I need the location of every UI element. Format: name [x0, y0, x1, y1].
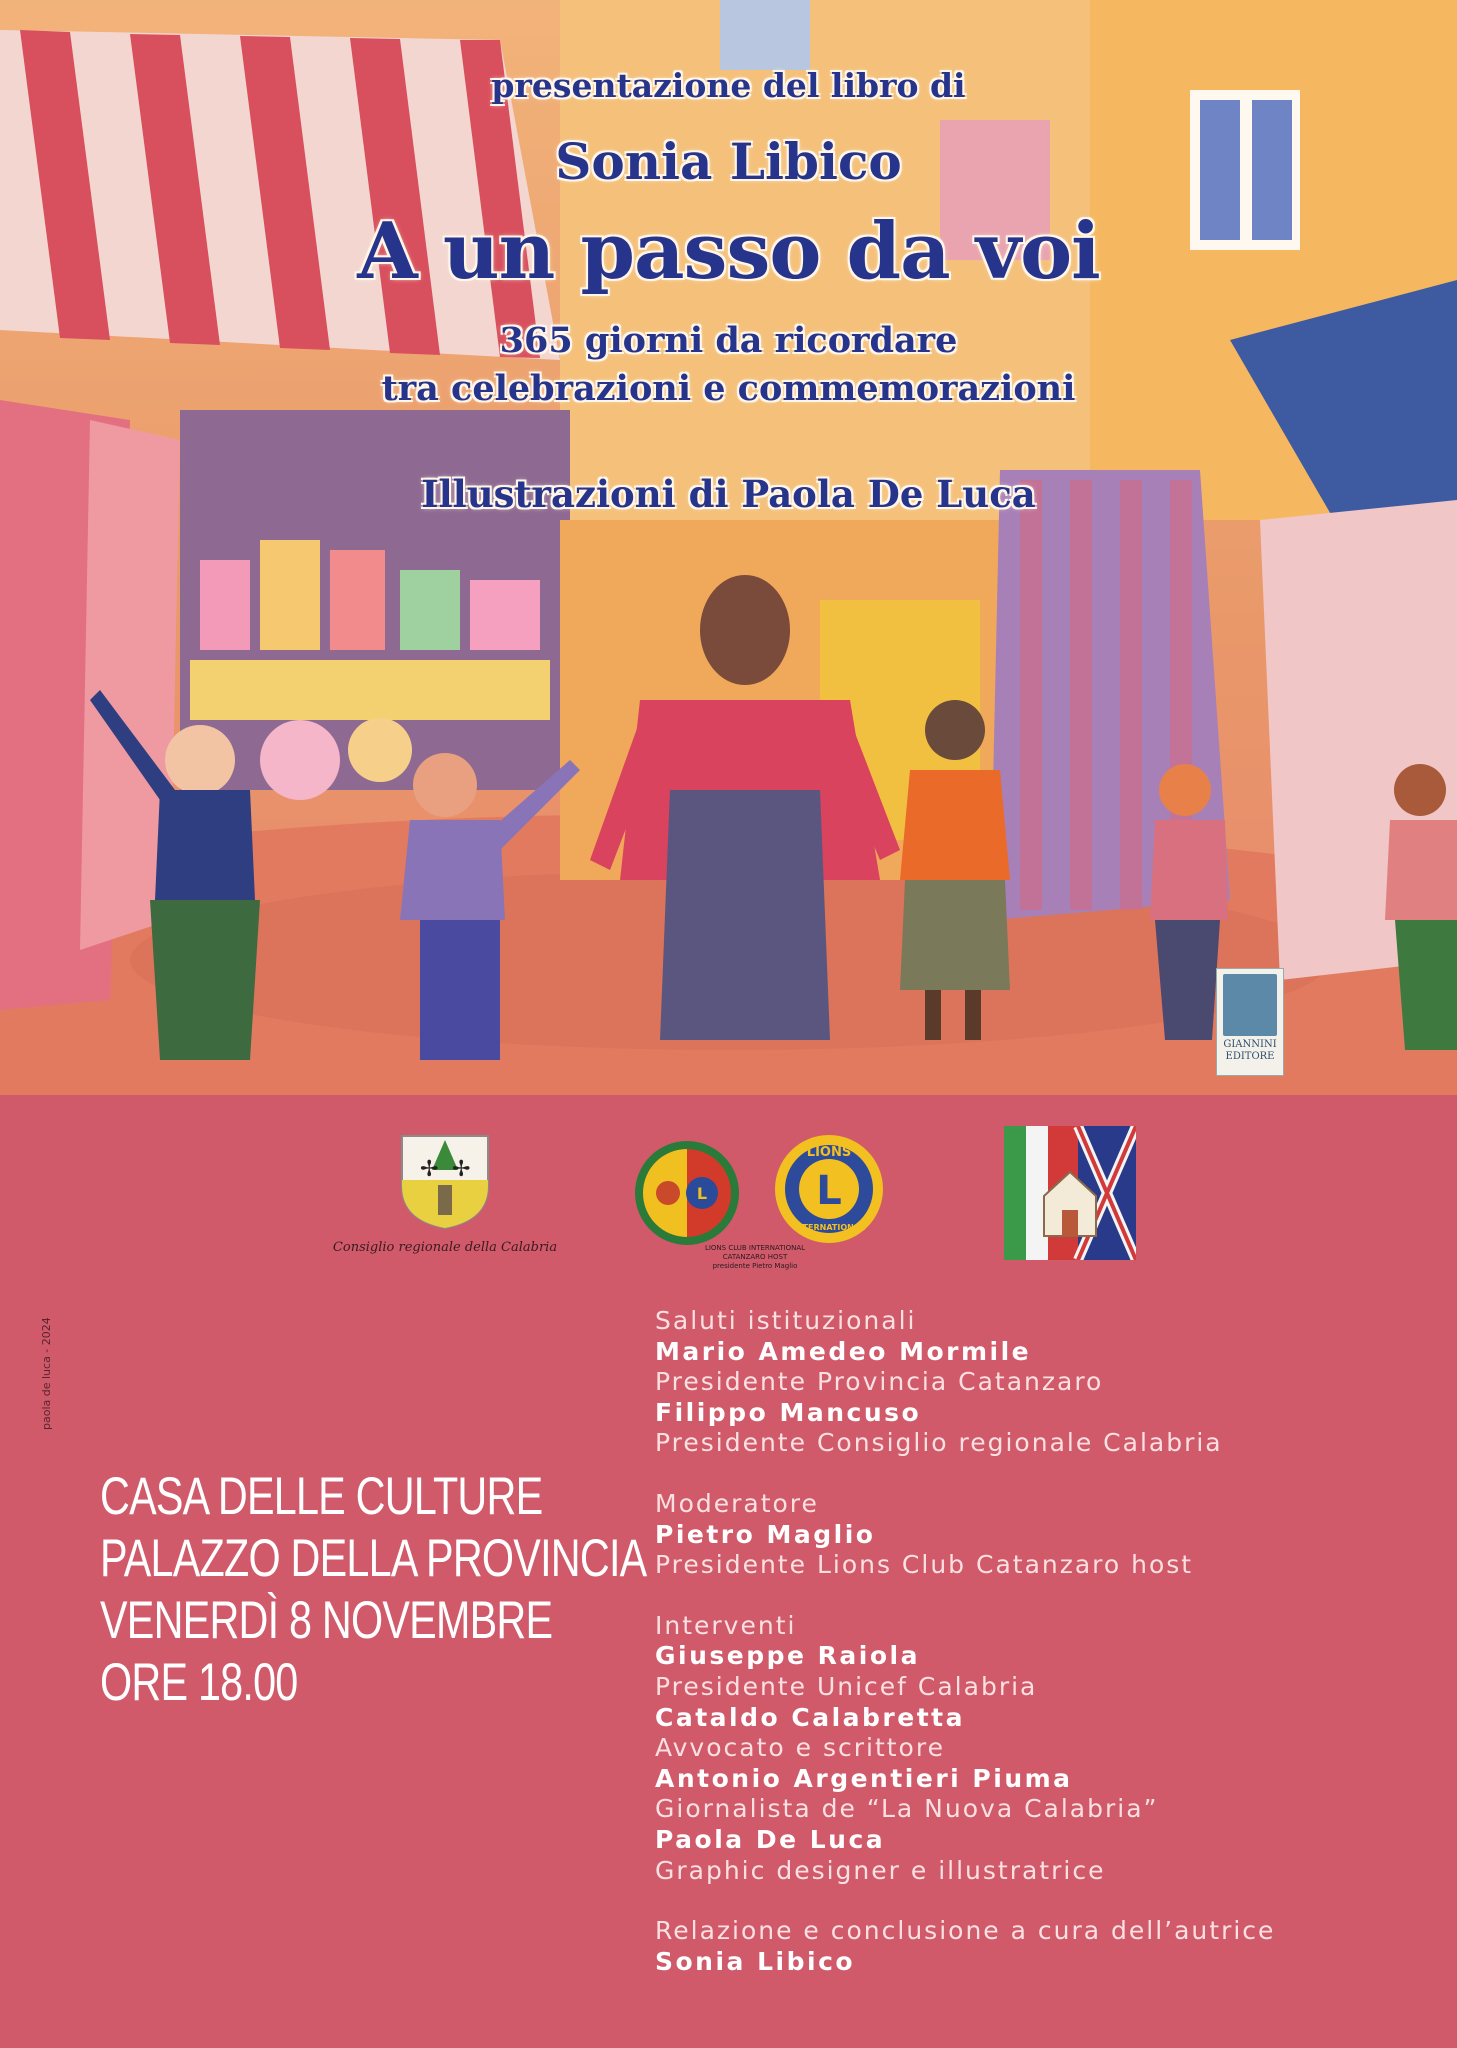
conclusione-label: Relazione e conclusione a cura dell’autrice [655, 1916, 1276, 1946]
lions-caption-line2: CATANZARO HOST [722, 1253, 788, 1261]
lions-caption [690, 1244, 820, 1271]
speaker-role: Presidente Unicef Calabria [655, 1671, 1038, 1701]
speaker-role: Giornalista de “La Nuova Calabria” [655, 1794, 1159, 1824]
author-name: Sonia Libico [555, 132, 902, 191]
publisher-name-line2: EDITORE [1225, 1051, 1275, 1062]
book-title: A un passo da voi [357, 206, 1100, 297]
speaker-name: Mario Amedeo Mormile [655, 1336, 1032, 1366]
speaker-role: Avvocato e scrittore [655, 1733, 945, 1763]
presentation-intro: presentazione del libro di [491, 66, 966, 105]
saluti-label: Saluti istituzionali [655, 1306, 917, 1335]
interventi-label: Interventi [655, 1610, 797, 1640]
speaker-name: Antonio Argentieri Piuma [655, 1763, 1073, 1793]
consiglio-caption: Consiglio regionale della Calabria [332, 1240, 558, 1255]
lions-ring-bottom: INTERNATIONAL [792, 1223, 866, 1232]
event-venue-block [100, 1466, 647, 1714]
speaker-name: Paola De Luca [655, 1824, 886, 1854]
ship-icon [1223, 974, 1277, 1036]
speaker-role: Presidente Consiglio regionale Calabria [655, 1428, 1223, 1458]
lions-caption-line3: presidente Pietro Maglio [712, 1262, 798, 1270]
event-date: VENERDÌ 8 NOVEMBRE [100, 1591, 553, 1650]
svg-text:L: L [696, 1184, 708, 1203]
lions-caption-line1: LIONS CLUB INTERNATIONAL [704, 1244, 806, 1252]
speaker-name: Cataldo Calabretta [655, 1702, 965, 1732]
venue-name: CASA DELLE CULTURE [100, 1467, 543, 1526]
publisher-logo [1216, 968, 1284, 1076]
moderatore-label: Moderatore [655, 1488, 819, 1518]
speaker-role: Graphic designer e illustratrice [655, 1855, 1106, 1885]
venue-building: PALAZZO DELLA PROVINCIA [100, 1529, 647, 1588]
artwork-credit: paola de luca - 2024 [40, 1317, 53, 1430]
moderator-role: Presidente Lions Club Catanzaro host [655, 1550, 1194, 1580]
conclusione-name: Sonia Libico [655, 1946, 856, 1976]
svg-text:✢: ✢ [420, 1157, 439, 1182]
school-flags-logo-icon [1004, 1126, 1136, 1260]
moderator-name: Pietro Maglio [655, 1519, 876, 1549]
lions-ring-top: LIONS [806, 1145, 852, 1160]
svg-text:✢: ✢ [452, 1157, 471, 1182]
speaker-name: Giuseppe Raiola [655, 1641, 920, 1671]
publisher-name-line1: GIANNINI [1223, 1039, 1277, 1050]
speaker-name: Filippo Mancuso [655, 1397, 922, 1427]
calabria-region-emblem-icon [398, 1130, 492, 1230]
lions-international-logo-icon [770, 1130, 888, 1248]
event-program [655, 1306, 1445, 1977]
book-subtitle-line2: tra celebrazioni e commemorazioni [381, 368, 1076, 409]
illustrations-credit: Illustrazioni di Paola De Luca [421, 472, 1036, 516]
svg-text:L: L [816, 1168, 842, 1214]
event-time: ORE 18.00 [100, 1653, 298, 1712]
lions-club-catanzaro-logo-icon [632, 1138, 742, 1248]
book-subtitle-line1: 365 giorni da ricordare [499, 320, 958, 361]
speaker-role: Presidente Provincia Catanzaro [655, 1367, 1104, 1397]
